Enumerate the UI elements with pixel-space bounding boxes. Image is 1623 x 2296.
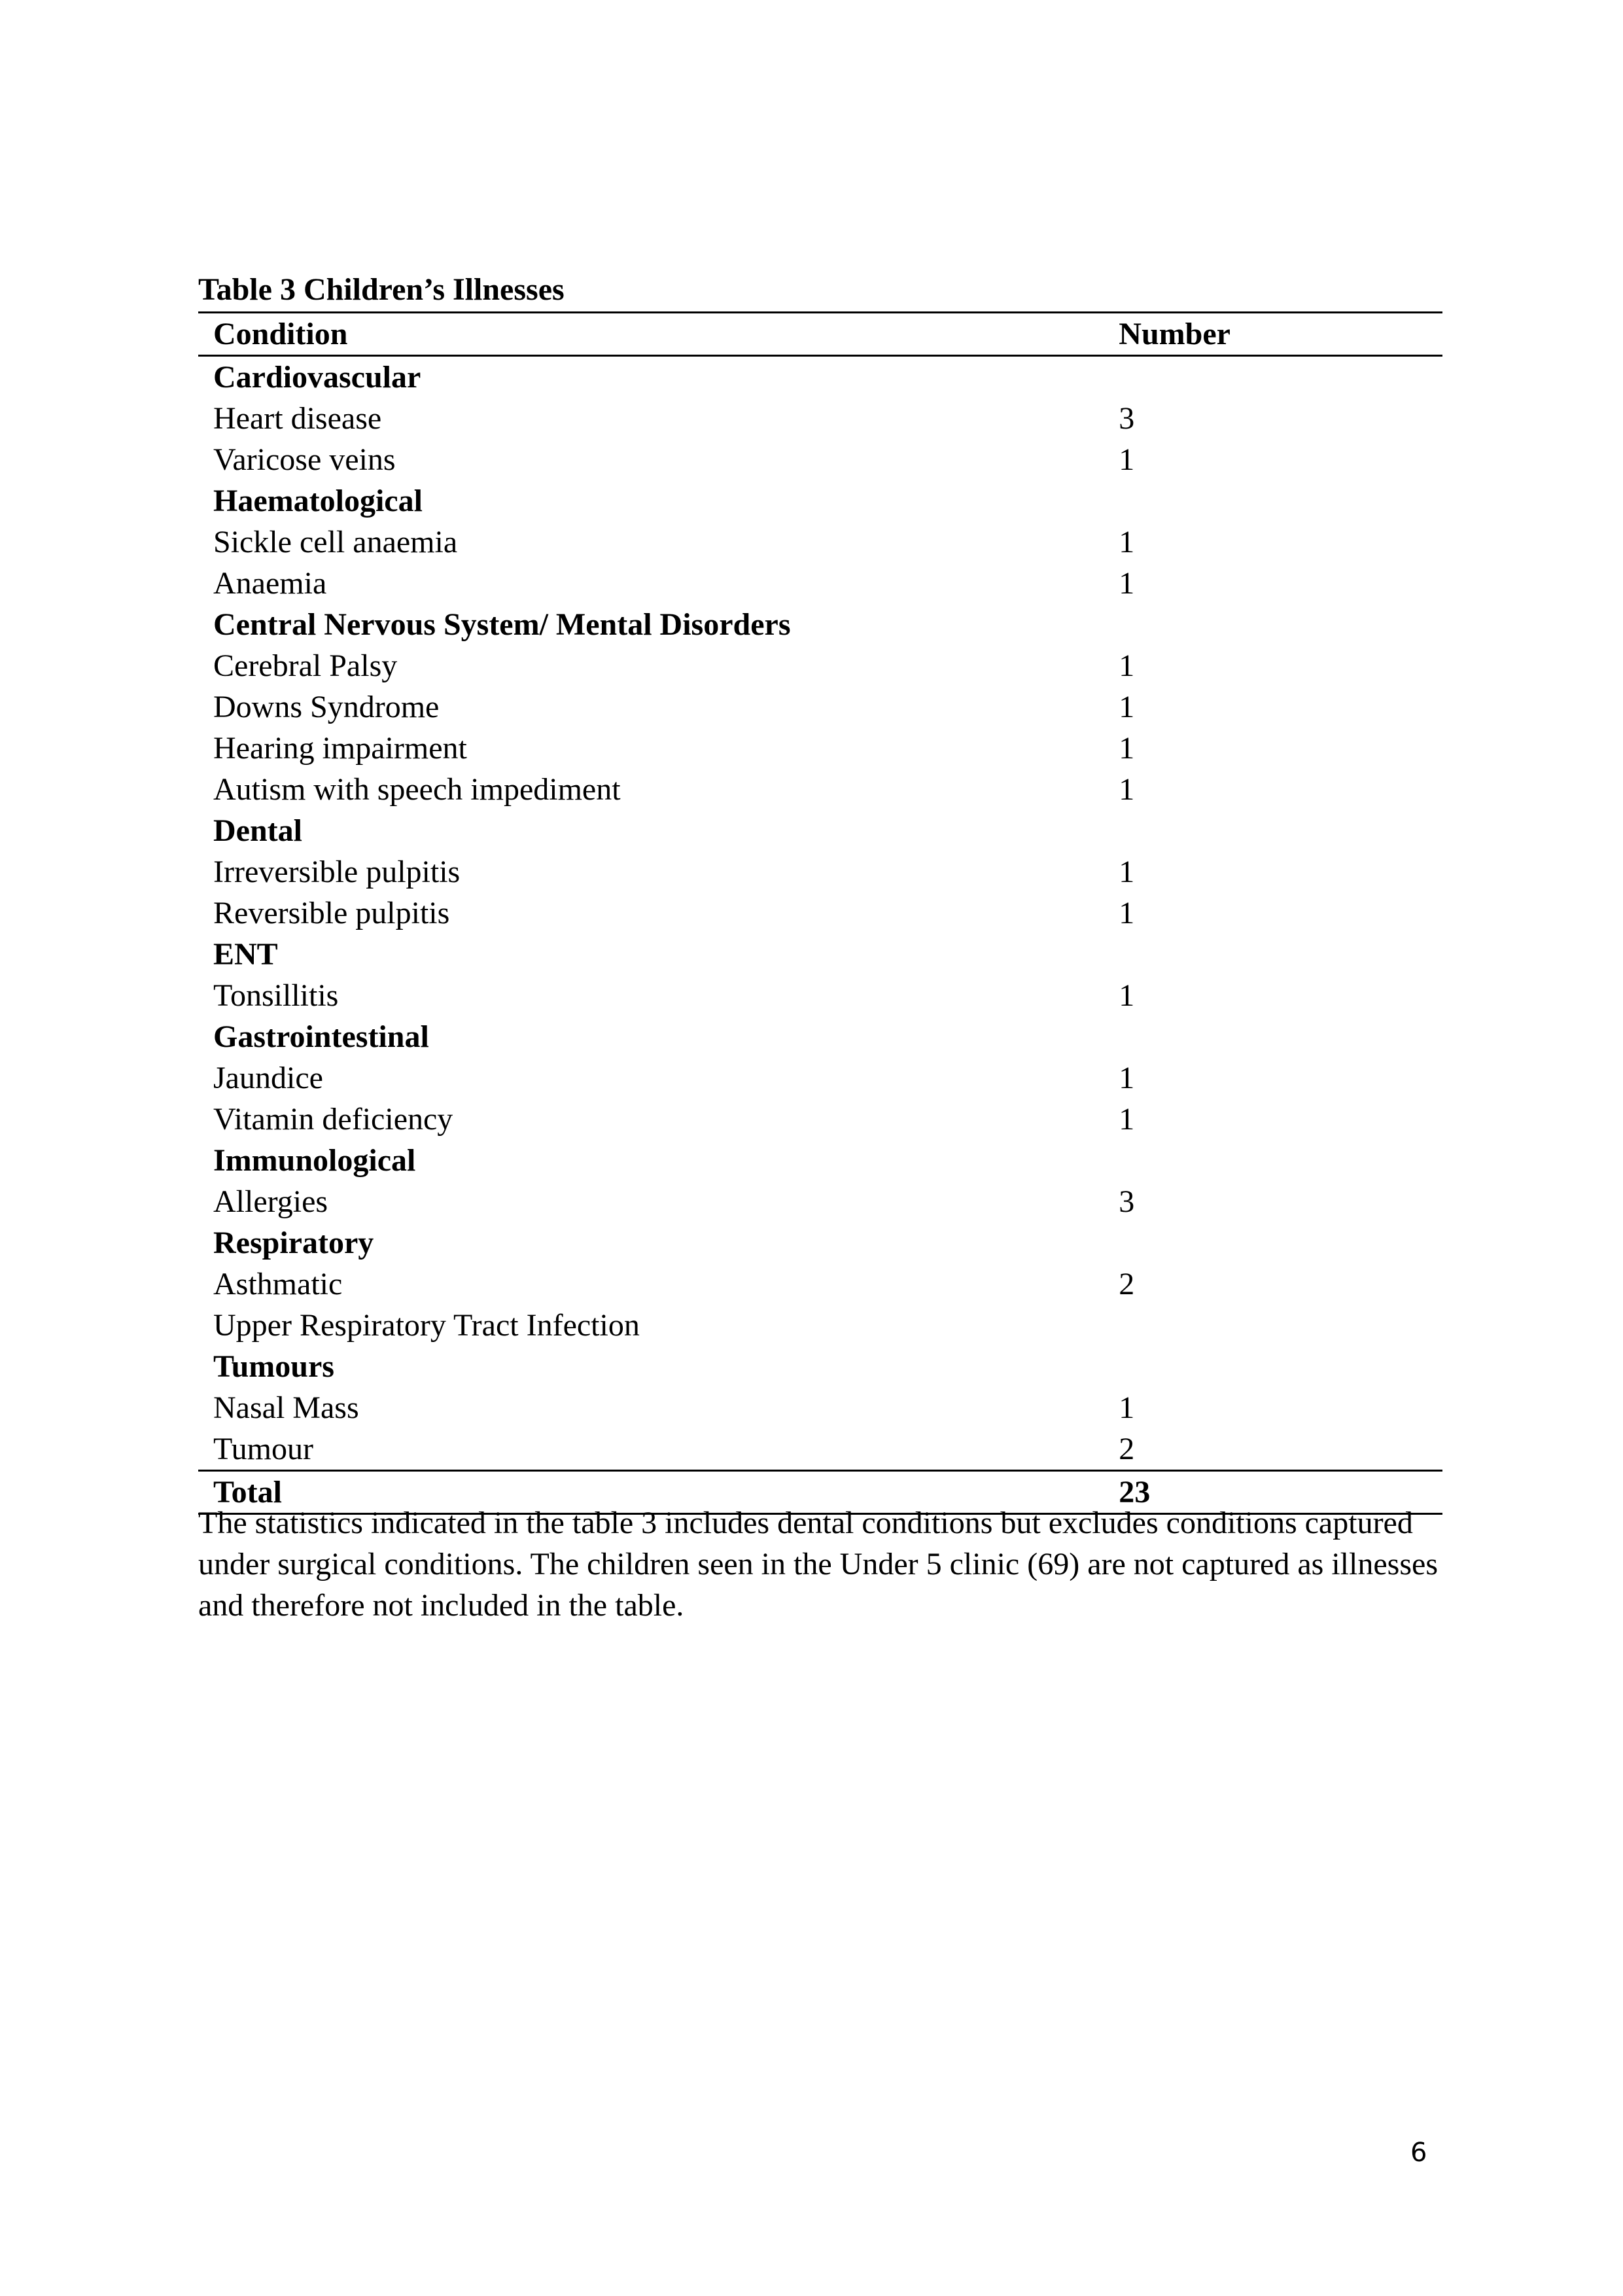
number-cell	[1106, 1222, 1442, 1263]
condition-cell: Allergies	[213, 1184, 328, 1219]
table-row	[198, 645, 1442, 686]
table-category-row	[198, 480, 1442, 521]
condition-cell: Cerebral Palsy	[213, 648, 398, 683]
table-row	[198, 728, 1442, 769]
number-cell	[1106, 356, 1442, 398]
number-cell: 1	[1119, 566, 1135, 601]
table-category-row	[198, 810, 1442, 851]
table-category-row	[198, 934, 1442, 975]
table-category-row	[198, 1140, 1442, 1181]
number-cell: 1	[1119, 1061, 1135, 1095]
number-cell: 3	[1119, 401, 1135, 436]
table-row	[198, 1057, 1442, 1099]
condition-cell: Vitamin deficiency	[213, 1102, 453, 1137]
table-category-row	[198, 356, 1442, 398]
table-container	[198, 311, 1442, 1515]
number-cell: 1	[1119, 731, 1135, 766]
number-cell: 1	[1119, 690, 1135, 724]
number-cell	[1106, 1346, 1442, 1387]
condition-cell: Jaundice	[213, 1061, 323, 1095]
number-cell: 1	[1119, 525, 1135, 559]
category-label: Central Nervous System/ Mental Disorders	[213, 607, 791, 642]
number-cell	[1106, 810, 1442, 851]
number-cell: 3	[1119, 1184, 1135, 1219]
table-category-row	[198, 604, 1442, 645]
number-cell	[1106, 604, 1442, 645]
number-cell	[1106, 1140, 1442, 1181]
number-cell: 1	[1119, 1102, 1135, 1137]
category-label: Immunological	[213, 1143, 416, 1178]
category-label: Respiratory	[213, 1226, 374, 1260]
table-row	[198, 1099, 1442, 1140]
table-header-row	[198, 313, 1442, 356]
table-row	[198, 1305, 1442, 1346]
condition-cell: Irreversible pulpitis	[213, 855, 461, 889]
number-cell: 1	[1119, 772, 1135, 807]
table-category-row	[198, 1222, 1442, 1263]
condition-cell: Hearing impairment	[213, 731, 467, 766]
page-number: 6	[1410, 2138, 1427, 2168]
table-note: The statistics indicated in the table 3 includes dental conditions but excludes conditions captured under surgical conditions. The children seen in the Under 5 clinic (69) are not captured as illnesses and therefore not included in the table.	[198, 1506, 1438, 1623]
category-label: Gastrointestinal	[213, 1019, 429, 1054]
table-row	[198, 686, 1442, 728]
number-cell	[1106, 1305, 1442, 1346]
condition-cell: Anaemia	[213, 566, 327, 601]
table-category-row	[198, 1016, 1442, 1057]
condition-cell: Asthmatic	[213, 1267, 343, 1301]
number-cell	[1106, 934, 1442, 975]
number-cell: 1	[1119, 855, 1135, 889]
table-row	[198, 1263, 1442, 1305]
table-row	[198, 439, 1442, 480]
condition-cell: Reversible pulpitis	[213, 896, 450, 930]
category-label: ENT	[213, 937, 278, 972]
number-cell: 1	[1119, 978, 1135, 1013]
header-condition: Condition	[213, 317, 348, 351]
number-cell: 1	[1119, 648, 1135, 683]
table-row	[198, 521, 1442, 563]
condition-cell: Autism with speech impediment	[213, 772, 621, 807]
number-cell: 1	[1119, 896, 1135, 930]
category-label: Haematological	[213, 484, 423, 518]
condition-cell: Nasal Mass	[213, 1390, 359, 1425]
table-category-row	[198, 1346, 1442, 1387]
condition-cell: Upper Respiratory Tract Infection	[213, 1308, 640, 1343]
condition-cell: Varicose veins	[213, 442, 396, 477]
table-row	[198, 398, 1442, 439]
number-cell: 1	[1119, 442, 1135, 477]
number-cell: 2	[1119, 1432, 1135, 1466]
condition-cell: Heart disease	[213, 401, 382, 436]
table-row	[198, 1387, 1442, 1428]
category-label: Tumours	[213, 1349, 334, 1384]
table-row	[198, 851, 1442, 892]
table-title: Table 3 Children’s Illnesses	[198, 272, 565, 307]
category-label: Cardiovascular	[213, 360, 421, 395]
number-cell	[1106, 1016, 1442, 1057]
table-row	[198, 892, 1442, 934]
total-number: 23	[1119, 1475, 1151, 1510]
total-label: Total	[213, 1475, 282, 1510]
number-cell: 1	[1119, 1390, 1135, 1425]
condition-cell: Tonsillitis	[213, 978, 339, 1013]
table-row	[198, 563, 1442, 604]
table-row	[198, 769, 1442, 810]
header-number: Number	[1119, 317, 1230, 351]
condition-cell: Tumour	[213, 1432, 313, 1466]
number-cell	[1106, 480, 1442, 521]
number-cell: 2	[1119, 1267, 1135, 1301]
table-row	[198, 1428, 1442, 1471]
table-body	[198, 356, 1442, 1471]
table-row	[198, 1181, 1442, 1222]
illnesses-table	[198, 311, 1442, 1515]
condition-cell: Sickle cell anaemia	[213, 525, 458, 559]
condition-cell: Downs Syndrome	[213, 690, 440, 724]
table-row	[198, 975, 1442, 1016]
category-label: Dental	[213, 813, 302, 848]
table-header	[198, 313, 1442, 356]
